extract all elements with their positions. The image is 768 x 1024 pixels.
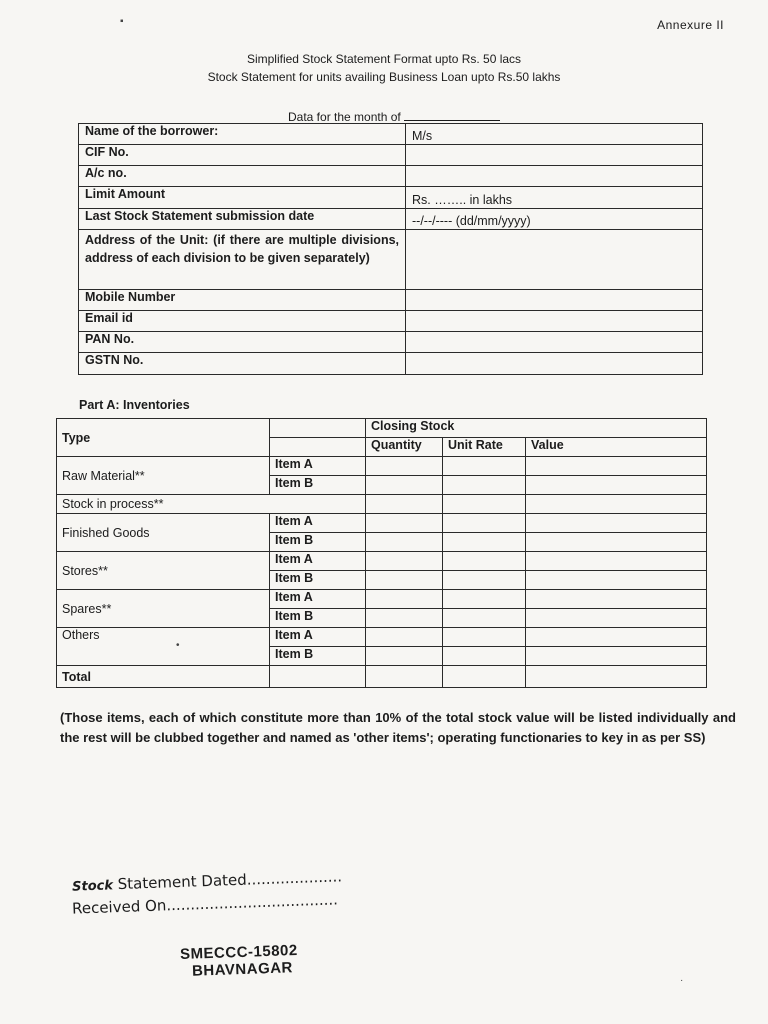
title-line-1: Simplified Stock Statement Format upto Rs. 50 lacs (246, 52, 522, 66)
limit-label: Limit Amount (79, 187, 406, 209)
cell (366, 666, 443, 688)
cell (526, 552, 707, 571)
ac-value (406, 166, 703, 187)
cell (443, 590, 526, 609)
mobile-value (406, 290, 703, 311)
item-b-label: Item B (270, 571, 366, 590)
cell (526, 476, 707, 495)
table-row (79, 353, 703, 375)
cell (366, 628, 443, 647)
stores-label: Stores** (57, 552, 270, 590)
cell (366, 457, 443, 476)
cell (526, 495, 707, 514)
name-label: Name of the borrower: (79, 124, 406, 145)
title-line-2: Stock Statement for units availing Business Loan upto Rs.50 lakhs (207, 70, 561, 84)
month-line (288, 110, 500, 124)
speck-mark: · (680, 975, 684, 986)
speck-mark: • (176, 640, 180, 651)
ac-label: A/c no. (79, 166, 406, 187)
borrower-details-table (78, 123, 703, 375)
cell (443, 609, 526, 628)
limit-value: Rs. …….. in lakhs (406, 187, 703, 209)
stamp-line-2: BHAVNAGAR (191, 959, 294, 980)
cell (443, 666, 526, 688)
last-statement-value: --/--/---- (dd/mm/yyyy) (406, 209, 703, 230)
cell (366, 609, 443, 628)
cell (366, 495, 443, 514)
cell (366, 590, 443, 609)
table-row (79, 209, 703, 230)
others-label: Others (57, 628, 270, 666)
total-label: Total (57, 666, 270, 688)
item-a-label: Item A (270, 514, 366, 533)
raw-material-label: Raw Material** (57, 457, 270, 495)
item-a-label: Item A (270, 628, 366, 647)
email-label: Email id (79, 311, 406, 332)
gstn-label: GSTN No. (79, 353, 406, 375)
item-b-label: Item B (270, 476, 366, 495)
cell (526, 533, 707, 552)
table-row (57, 495, 707, 514)
cell (526, 628, 707, 647)
cell (443, 457, 526, 476)
item-b-label: Item B (270, 533, 366, 552)
cell (443, 552, 526, 571)
table-row (79, 332, 703, 353)
cell (526, 571, 707, 590)
cell (366, 476, 443, 495)
table-row (57, 666, 707, 688)
cell (526, 457, 707, 476)
address-label: Address of the Unit: (if there are multiple divisions, address of each division to be given separately) (79, 230, 406, 290)
table-row (79, 311, 703, 332)
item-b-label: Item B (270, 609, 366, 628)
cell (443, 647, 526, 666)
table-row (57, 514, 707, 533)
table-row (79, 230, 703, 290)
cell (366, 571, 443, 590)
cell (443, 628, 526, 647)
cell (443, 533, 526, 552)
email-value (406, 311, 703, 332)
cell (526, 666, 707, 688)
cell (526, 609, 707, 628)
statement-dated-label: Statement Dated.................... (112, 867, 343, 894)
cell (366, 552, 443, 571)
statement-prefix: Stock (71, 878, 114, 895)
part-a-heading: Part A: Inventories (79, 398, 190, 412)
item-header-blank-2 (270, 438, 366, 457)
mobile-label: Mobile Number (79, 290, 406, 311)
cell (526, 647, 707, 666)
finished-goods-label: Finished Goods (57, 514, 270, 552)
name-value: M/s (406, 124, 703, 145)
quantity-header: Quantity (366, 438, 443, 457)
table-row (57, 628, 707, 647)
address-value (406, 230, 703, 290)
table-row (79, 145, 703, 166)
table-row (57, 552, 707, 571)
speck-mark: ▪ (120, 16, 124, 27)
unit-rate-header: Unit Rate (443, 438, 526, 457)
closing-stock-header: Closing Stock (366, 419, 707, 438)
table-row (57, 590, 707, 609)
cif-value (406, 145, 703, 166)
cell (443, 495, 526, 514)
item-b-label: Item B (270, 647, 366, 666)
item-a-label: Item A (270, 590, 366, 609)
table-row (79, 187, 703, 209)
month-label: Data for the month of (288, 110, 401, 124)
inventories-table (56, 418, 707, 688)
stamp-line-1: SMECCC-15802 (179, 941, 298, 964)
cell (526, 590, 707, 609)
type-header: Type (57, 419, 270, 457)
received-on-label: Received On.................................... (71, 890, 339, 918)
cell (366, 514, 443, 533)
cell (443, 476, 526, 495)
item-a-label: Item A (270, 457, 366, 476)
item-header-blank (270, 419, 366, 438)
spares-label: Spares** (57, 590, 270, 628)
cell (526, 514, 707, 533)
table-row (57, 457, 707, 476)
last-statement-label: Last Stock Statement submission date (79, 209, 406, 230)
table-row (79, 166, 703, 187)
cell (443, 514, 526, 533)
table-row (79, 290, 703, 311)
gstn-value (406, 353, 703, 375)
stock-in-process-label: Stock in process** (57, 495, 366, 514)
item-a-label: Item A (270, 552, 366, 571)
annexure-label: Annexure II (657, 18, 724, 32)
cell (443, 571, 526, 590)
cell (270, 666, 366, 688)
instructions-note: (Those items, each of which constitute more than 10% of the total stock value will be listed individually and the rest will be clubbed together and named as 'other items'; operating functionaries to key in as per SS) (60, 710, 736, 745)
cell (366, 533, 443, 552)
month-blank (404, 110, 500, 121)
table-row (57, 419, 707, 438)
table-row (79, 124, 703, 145)
cell (366, 647, 443, 666)
value-header: Value (526, 438, 707, 457)
pan-value (406, 332, 703, 353)
cif-label: CIF No. (79, 145, 406, 166)
pan-label: PAN No. (79, 332, 406, 353)
